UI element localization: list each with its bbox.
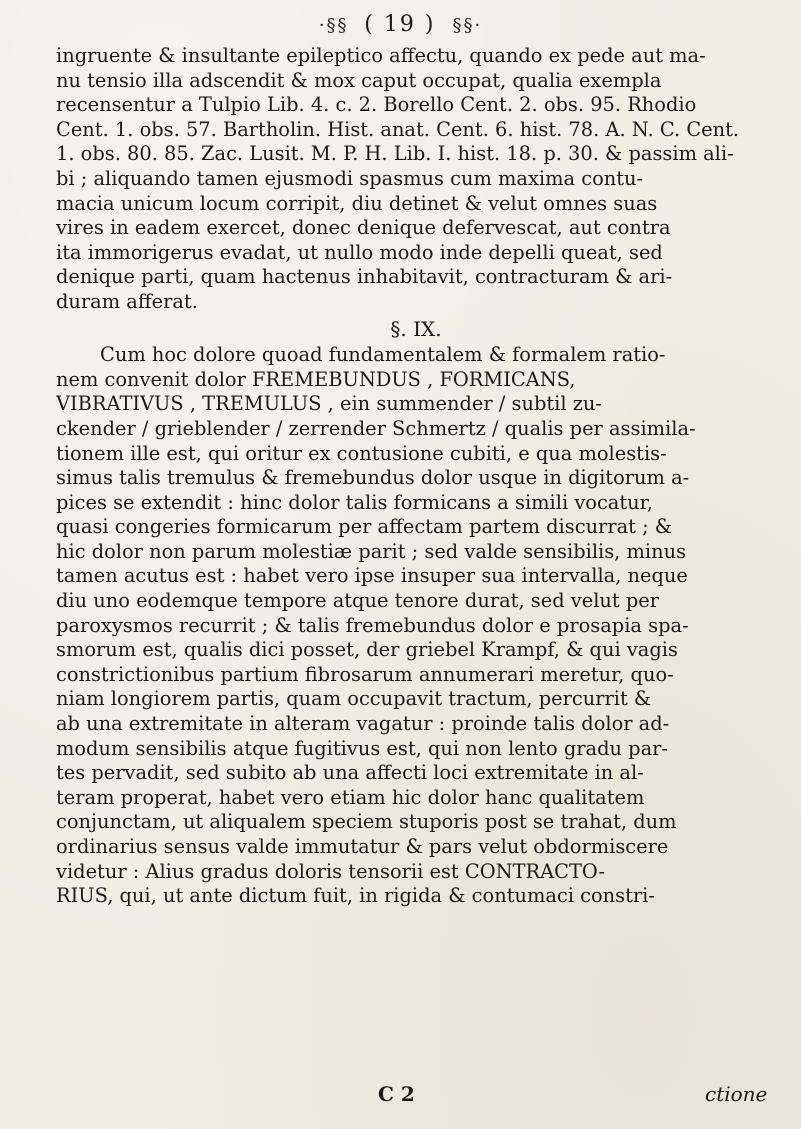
text-line: ckender / grieblender / zerrender Schmertz / qualis per assimila- (56, 416, 696, 440)
text-line: VIBRATIVUS , TREMULUS , ein summender / subtil zu- (56, 392, 602, 416)
text-line: tamen acutus est : habet vero ipse insuper sua intervalla, neque (56, 564, 688, 588)
text-line: RIUS, qui, ut ante dictum fuit, in rigida & contumaci constri- (56, 884, 655, 908)
text-line: teram properat, habet vero etiam hic dolor hanc qualitatem (56, 785, 645, 809)
text-line: niam longiorem partis, quam occupavit tractum, percurrit & (56, 687, 652, 711)
text-line: vires in eadem exercet, donec denique defervescat, aut contra (56, 216, 671, 240)
text-line: macia unicum locum corripit, diu detinet & velut omnes suas (56, 191, 658, 215)
text-line: denique parti, quam hactenus inhabitavit, contracturam & ari- (56, 265, 673, 289)
text-line: modum sensibilis atque fugitivus est, qui non lento gradu par- (56, 736, 668, 760)
text-line: nem convenit dolor FREMEBUNDUS , FORMICANS, (56, 367, 576, 391)
text-line: diu uno eodemque tempore atque tenore durat, sed velut per (56, 589, 660, 613)
signature-mark: C 2 (378, 1082, 415, 1106)
text-line: recensentur a Tulpio Lib. 4. c. 2. Borello Cent. 2. obs. 95. Rhodio (56, 93, 697, 117)
section-heading: §. IX. (390, 316, 442, 341)
text-line: videtur : Alius gradus doloris tensorii est CONTRACTO- (56, 859, 606, 883)
page-header (0, 12, 801, 37)
catchword: ctione (705, 1082, 768, 1106)
text-line: paroxysmos recurrit ; & talis fremebundus dolor e prosapia spa- (56, 613, 689, 637)
text-line: duram afferat. (56, 289, 198, 313)
text-line: smorum est, qualis dici posset, der griebel Krampf, & qui vagis (56, 638, 678, 662)
text-line: bi ; aliquando tamen ejusmodi spasmus cum maxima contu- (56, 166, 644, 190)
text-line: tionem ille est, qui oritur ex contusione cubiti, e qua molestis- (56, 441, 667, 465)
text-line: hic dolor non parum molestiæ parit ; sed valde sensibilis, minus (56, 539, 687, 563)
text-line: tes pervadit, sed subito ab una affecti loci extremitate in al- (56, 761, 644, 785)
text-line: ab una extremitate in alteram vagatur : proinde talis dolor ad- (56, 712, 670, 736)
text-line: quasi congeries formicarum per affectam partem discurrat ; & (56, 515, 673, 539)
text-line: Cent. 1. obs. 57. Bartholin. Hist. anat. Cent. 6. hist. 78. A. N. C. Cent. (56, 117, 740, 141)
text-line: Cum hoc dolore quoad fundamentalem & formalem ratio- (100, 343, 666, 367)
ornament-left: ·§§ (318, 15, 357, 36)
text-line: ingruente & insultante epileptico affectu, quando ex pede aut ma- (56, 44, 706, 67)
text-line: ordinarius sensus valde immutatur & pars velut obdormiscere (56, 835, 669, 858)
text-line: 1. obs. 80. 85. Zac. Lusit. M. P. H. Lib. I. hist. 18. p. 30. & passim ali- (56, 142, 734, 166)
text-line: pices se extendit : hinc dolor talis formicans a simili vocatur, (56, 490, 653, 514)
text-line: constrictionibus partium fibrosarum annumerari meretur, quo- (56, 662, 674, 686)
text-line: nu tensio illa adscendit & mox caput occupat, qualia exempla (56, 68, 662, 92)
page-number: ( 19 ) (364, 12, 436, 37)
text-line: conjunctam, ut aliqualem speciem stuporis post se trahat, dum (56, 810, 677, 834)
text-body (56, 44, 776, 909)
ornament-right: §§· (452, 15, 483, 36)
text-line: ita immorigerus evadat, ut nullo modo inde depelli queat, sed (56, 240, 663, 264)
text-line: simus talis tremulus & fremebundus dolor usque in digitorum a- (56, 466, 690, 490)
